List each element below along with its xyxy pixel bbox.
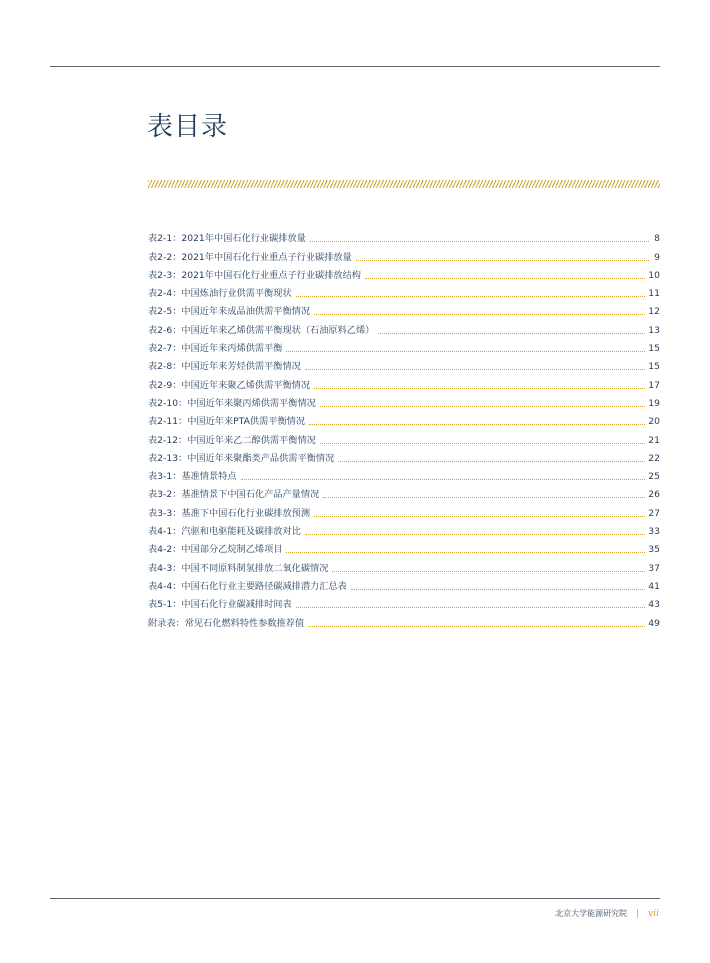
- dot-leader: [305, 534, 645, 535]
- toc-entry-page-number: 15: [648, 343, 660, 355]
- toc-entry-page-number: 11: [648, 288, 660, 300]
- toc-entry[interactable]: [148, 428, 660, 446]
- dot-leader: [314, 314, 645, 315]
- toc-entry-label: 表2-1：2021年中国石化行业碳排放量: [148, 233, 306, 245]
- toc-entry-page-number: 15: [648, 361, 660, 373]
- toc-entry-label: 表2-9：中国近年来聚乙烯供需平衡情况: [148, 379, 311, 391]
- toc-entry-page-number: 26: [648, 489, 660, 501]
- toc-entry-label: 表2-11：中国近年来PTA供需平衡情况: [148, 416, 306, 428]
- dot-leader: [241, 479, 646, 480]
- dot-leader: [314, 388, 645, 389]
- dot-leader: [314, 516, 645, 517]
- dot-leader: [310, 241, 649, 242]
- toc-entry-label: 表2-8：中国近年来芳烃供需平衡情况: [148, 361, 301, 373]
- toc-entry[interactable]: [148, 392, 660, 410]
- toc-entry[interactable]: [148, 538, 660, 556]
- dot-leader: [323, 497, 645, 498]
- toc-entry-page-number: 25: [648, 471, 660, 483]
- toc-entry[interactable]: [148, 520, 660, 538]
- toc-entry-label: 表2-3：2021年中国石化行业重点子行业碳排放结构: [148, 269, 361, 281]
- page-title: 表目录: [147, 112, 229, 142]
- toc-entry-label: 表2-12：中国近年来乙二醇供需平衡情况: [148, 434, 316, 446]
- toc-entry[interactable]: [148, 227, 660, 245]
- toc-entry-page-number: 35: [648, 544, 660, 556]
- dot-leader: [309, 424, 645, 425]
- toc-entry-label: 表2-2：2021年中国石化行业重点子行业碳排放量: [148, 251, 352, 263]
- toc-entry[interactable]: [148, 465, 660, 483]
- toc-entry[interactable]: [148, 611, 660, 629]
- top-rule: [50, 66, 660, 67]
- toc-entry[interactable]: [148, 373, 660, 391]
- dot-leader: [296, 296, 646, 297]
- toc-entry-page-number: 43: [648, 599, 660, 611]
- toc-entry-label: 表4-4：中国石化行业主要路径碳减排潜力汇总表: [148, 580, 347, 592]
- dot-leader: [351, 589, 646, 590]
- toc-entry[interactable]: [148, 593, 660, 611]
- toc-entry-label: 表2-4：中国炼油行业供需平衡现状: [148, 288, 292, 300]
- toc-entry-page-number: 41: [648, 580, 660, 592]
- dot-leader: [305, 369, 645, 370]
- toc-entry-page-number: 17: [648, 379, 660, 391]
- dot-leader: [296, 607, 646, 608]
- toc-entry-label: 表2-10：中国近年来聚丙烯供需平衡情况: [148, 397, 316, 409]
- footer-page-number: vii: [648, 908, 659, 919]
- toc-entry-page-number: 19: [648, 397, 660, 409]
- toc-entry-label: 表4-3：中国不同原料制氢排放二氧化碳情况: [148, 562, 329, 574]
- toc-entry-label: 表4-2：中国部分乙烷制乙烯项目: [148, 544, 283, 556]
- toc-entry-label: 表2-5：中国近年来成品油供需平衡情况: [148, 306, 311, 318]
- toc-entry-page-number: 49: [648, 617, 660, 629]
- dot-leader: [320, 406, 645, 407]
- toc-entry[interactable]: [148, 318, 660, 336]
- toc-entry[interactable]: [148, 355, 660, 373]
- toc-entry-page-number: 22: [648, 452, 660, 464]
- toc-entry-label: 表3-1：基准情景特点: [148, 471, 237, 483]
- dot-leader: [338, 461, 645, 462]
- toc-entry-label: 表3-2：基准情景下中国石化产品产量情况: [148, 489, 320, 501]
- toc-entry[interactable]: [148, 410, 660, 428]
- toc-entry[interactable]: [148, 447, 660, 465]
- toc-entry[interactable]: [148, 575, 660, 593]
- toc-entry-page-number: 21: [648, 434, 660, 446]
- toc-entry-label: 表4-1：汽驱和电驱能耗及碳排放对比: [148, 526, 301, 538]
- toc-entry[interactable]: [148, 501, 660, 519]
- toc-entry-page-number: 33: [648, 526, 660, 538]
- toc-entry-page-number: 9: [654, 251, 660, 263]
- dot-leader: [356, 260, 649, 261]
- toc-entry-page-number: 12: [648, 306, 660, 318]
- toc-entry-label: 表5-1：中国石化行业碳减排时间表: [148, 599, 292, 611]
- dot-leader: [378, 333, 645, 334]
- toc-entry[interactable]: [148, 264, 660, 282]
- decorative-hatch-band: [148, 180, 660, 188]
- toc-entry[interactable]: [148, 556, 660, 574]
- toc-entry-label: 附录表：常见石化燃料特性参数推荐值: [148, 617, 305, 629]
- toc-entry-page-number: 20: [648, 416, 660, 428]
- toc-entry[interactable]: [148, 282, 660, 300]
- dot-leader: [320, 443, 645, 444]
- toc-entry-label: 表2-13：中国近年来聚酯类产品供需平衡情况: [148, 452, 335, 464]
- toc-entry-label: 表3-3：基准下中国石化行业碳排放预测: [148, 507, 311, 519]
- page-footer: [555, 908, 659, 919]
- toc-entry[interactable]: [148, 245, 660, 263]
- toc-entry-page-number: 8: [654, 233, 660, 245]
- toc-entry-page-number: 27: [648, 507, 660, 519]
- toc-entry[interactable]: [148, 300, 660, 318]
- dot-leader: [308, 626, 645, 627]
- table-of-tables: [148, 227, 660, 630]
- toc-entry[interactable]: [148, 483, 660, 501]
- footer-separator: |: [636, 908, 640, 919]
- toc-entry-page-number: 10: [648, 269, 660, 281]
- dot-leader: [286, 351, 645, 352]
- toc-entry-page-number: 13: [648, 324, 660, 336]
- toc-entry-label: 表2-6：中国近年来乙烯供需平衡现状（石油原料乙烯）: [148, 324, 375, 336]
- dot-leader: [286, 552, 645, 553]
- dot-leader: [365, 278, 645, 279]
- toc-entry-page-number: 37: [648, 562, 660, 574]
- toc-entry-label: 表2-7：中国近年来丙烯供需平衡: [148, 343, 283, 355]
- toc-entry[interactable]: [148, 337, 660, 355]
- dot-leader: [332, 571, 645, 572]
- footer-institution: 北京大学能源研究院: [555, 909, 628, 918]
- bottom-rule: [50, 898, 660, 899]
